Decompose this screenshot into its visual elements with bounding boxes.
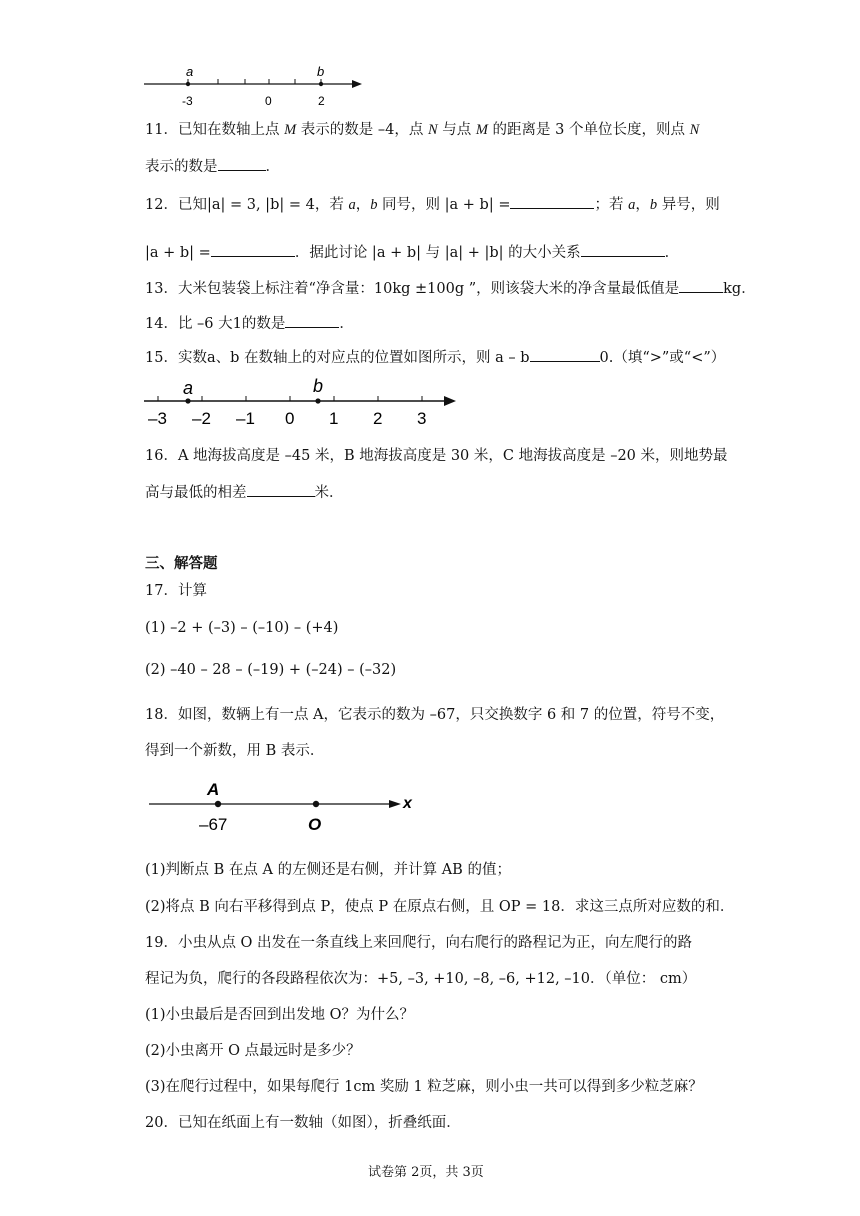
question-17-part1: (1) –2 + (–3) – (–10) – (+4) (145, 620, 339, 636)
tick-label: 1 (329, 409, 339, 428)
question-15: 15．实数a、b 在数轴上的对应点的位置如图所示，则 a – b 0.（填“>”或“<”） (145, 346, 725, 367)
point-a-label: a (186, 64, 194, 79)
answer-blank[interactable] (211, 242, 295, 257)
answer-blank[interactable] (530, 347, 600, 362)
tick-label: 3 (417, 409, 427, 428)
question-19-part3: (3)在爬行过程中，如果每爬行 1cm 奖励 1 粒芝麻，则小虫一共可以得到多少粒芝麻？ (145, 1079, 703, 1095)
question-12: 12．已知|a| = 3, |b| = 4，若 a，b 同号，则 |a + b| = ；若 a，b 异号，则 (145, 193, 720, 214)
answer-blank[interactable] (285, 313, 339, 328)
tick-label: –1 (236, 409, 255, 428)
question-11-line2: 表示的数是 ． (145, 155, 280, 176)
page-footer: 试卷第 2页，共 3页 (368, 1165, 484, 1180)
tick-label: –2 (192, 409, 211, 428)
tick-label: –3 (148, 409, 167, 428)
point-A-value: –67 (199, 815, 228, 834)
tick-label: 0 (265, 94, 272, 108)
question-19-part1: (1)小虫最后是否回到出发地 O？为什么？ (145, 1007, 415, 1023)
number-line-figure-1 (140, 62, 370, 112)
answer-blank[interactable] (510, 194, 594, 209)
question-16: 16．A 地海拔高度是 –45 米，B 地海拔高度是 30 米，C 地海拔高度是 –20 米，则地势最 (145, 448, 728, 464)
question-18-line2: 得到一个新数，用 B 表示． (145, 743, 325, 759)
answer-blank[interactable] (247, 482, 315, 497)
question-17-part2: (2) –40 – 28 – (–19) + (–24) – (–32) (145, 662, 397, 678)
point-A-label: A (207, 780, 220, 799)
number-line-figure-2 (140, 374, 470, 430)
question-18-figure (145, 778, 425, 838)
axis-x-label: x (403, 795, 412, 812)
question-19-line2: 程记为负，爬行的各段路程依次为：+5, –3, +10, –8, –6, +12, –10．（单位： cm） (145, 971, 697, 987)
question-20: 20．已知在纸面上有一数轴（如图），折叠纸面． (145, 1115, 461, 1131)
tick-label: -3 (182, 94, 193, 108)
question-19-part2: (2)小虫离开 O 点最远时是多少？ (145, 1043, 361, 1059)
question-14: 14．比 –6 大1的数是 ． (145, 312, 354, 333)
tick-label: 0 (285, 409, 295, 428)
question-19: 19．小虫从点 O 出发在一条直线上来回爬行，向右爬行的路程记为正，向左爬行的路 (145, 935, 693, 951)
question-18-part1: (1)判断点 B 在点 A 的左侧还是右侧，并计算 AB 的值； (145, 862, 511, 878)
question-18-part2: (2)将点 B 向右平移得到点 P，使点 P 在原点右侧，且 OP = 18．求这三点所对应数的和． (145, 899, 735, 915)
answer-blank[interactable] (581, 242, 665, 257)
origin-label: O (308, 815, 322, 834)
tick-label: 2 (373, 409, 383, 428)
question-17: 17．计算 (145, 583, 207, 599)
section-heading: 三、解答题 (145, 555, 218, 572)
question-12-line2: |a + b| = ．据此讨论 |a + b| 与 |a| + |b| 的大小关系 ． (145, 241, 679, 262)
point-b-label: b (317, 64, 325, 79)
answer-blank[interactable] (679, 278, 723, 293)
question-13: 13．大米包装袋上标注着“净含量：10kg ±100g ”，则该袋大米的净含量最低值是 kg． (145, 277, 756, 298)
answer-blank[interactable] (218, 156, 266, 171)
question-11: 11．已知在数轴上点 M 表示的数是 –4，点 N 与点 M 的距离是 3 个单位长度，则点 N (145, 122, 700, 138)
point-a-label: a (183, 378, 194, 398)
question-18: 18．如图，数辆上有一点 A，它表示的数为 –67，只交换数字 6 和 7 的位置，符号不变， (145, 707, 725, 723)
point-b-label: b (313, 376, 324, 396)
question-16-line2: 高与最低的相差 米． (145, 481, 344, 502)
tick-label: 2 (318, 94, 325, 108)
